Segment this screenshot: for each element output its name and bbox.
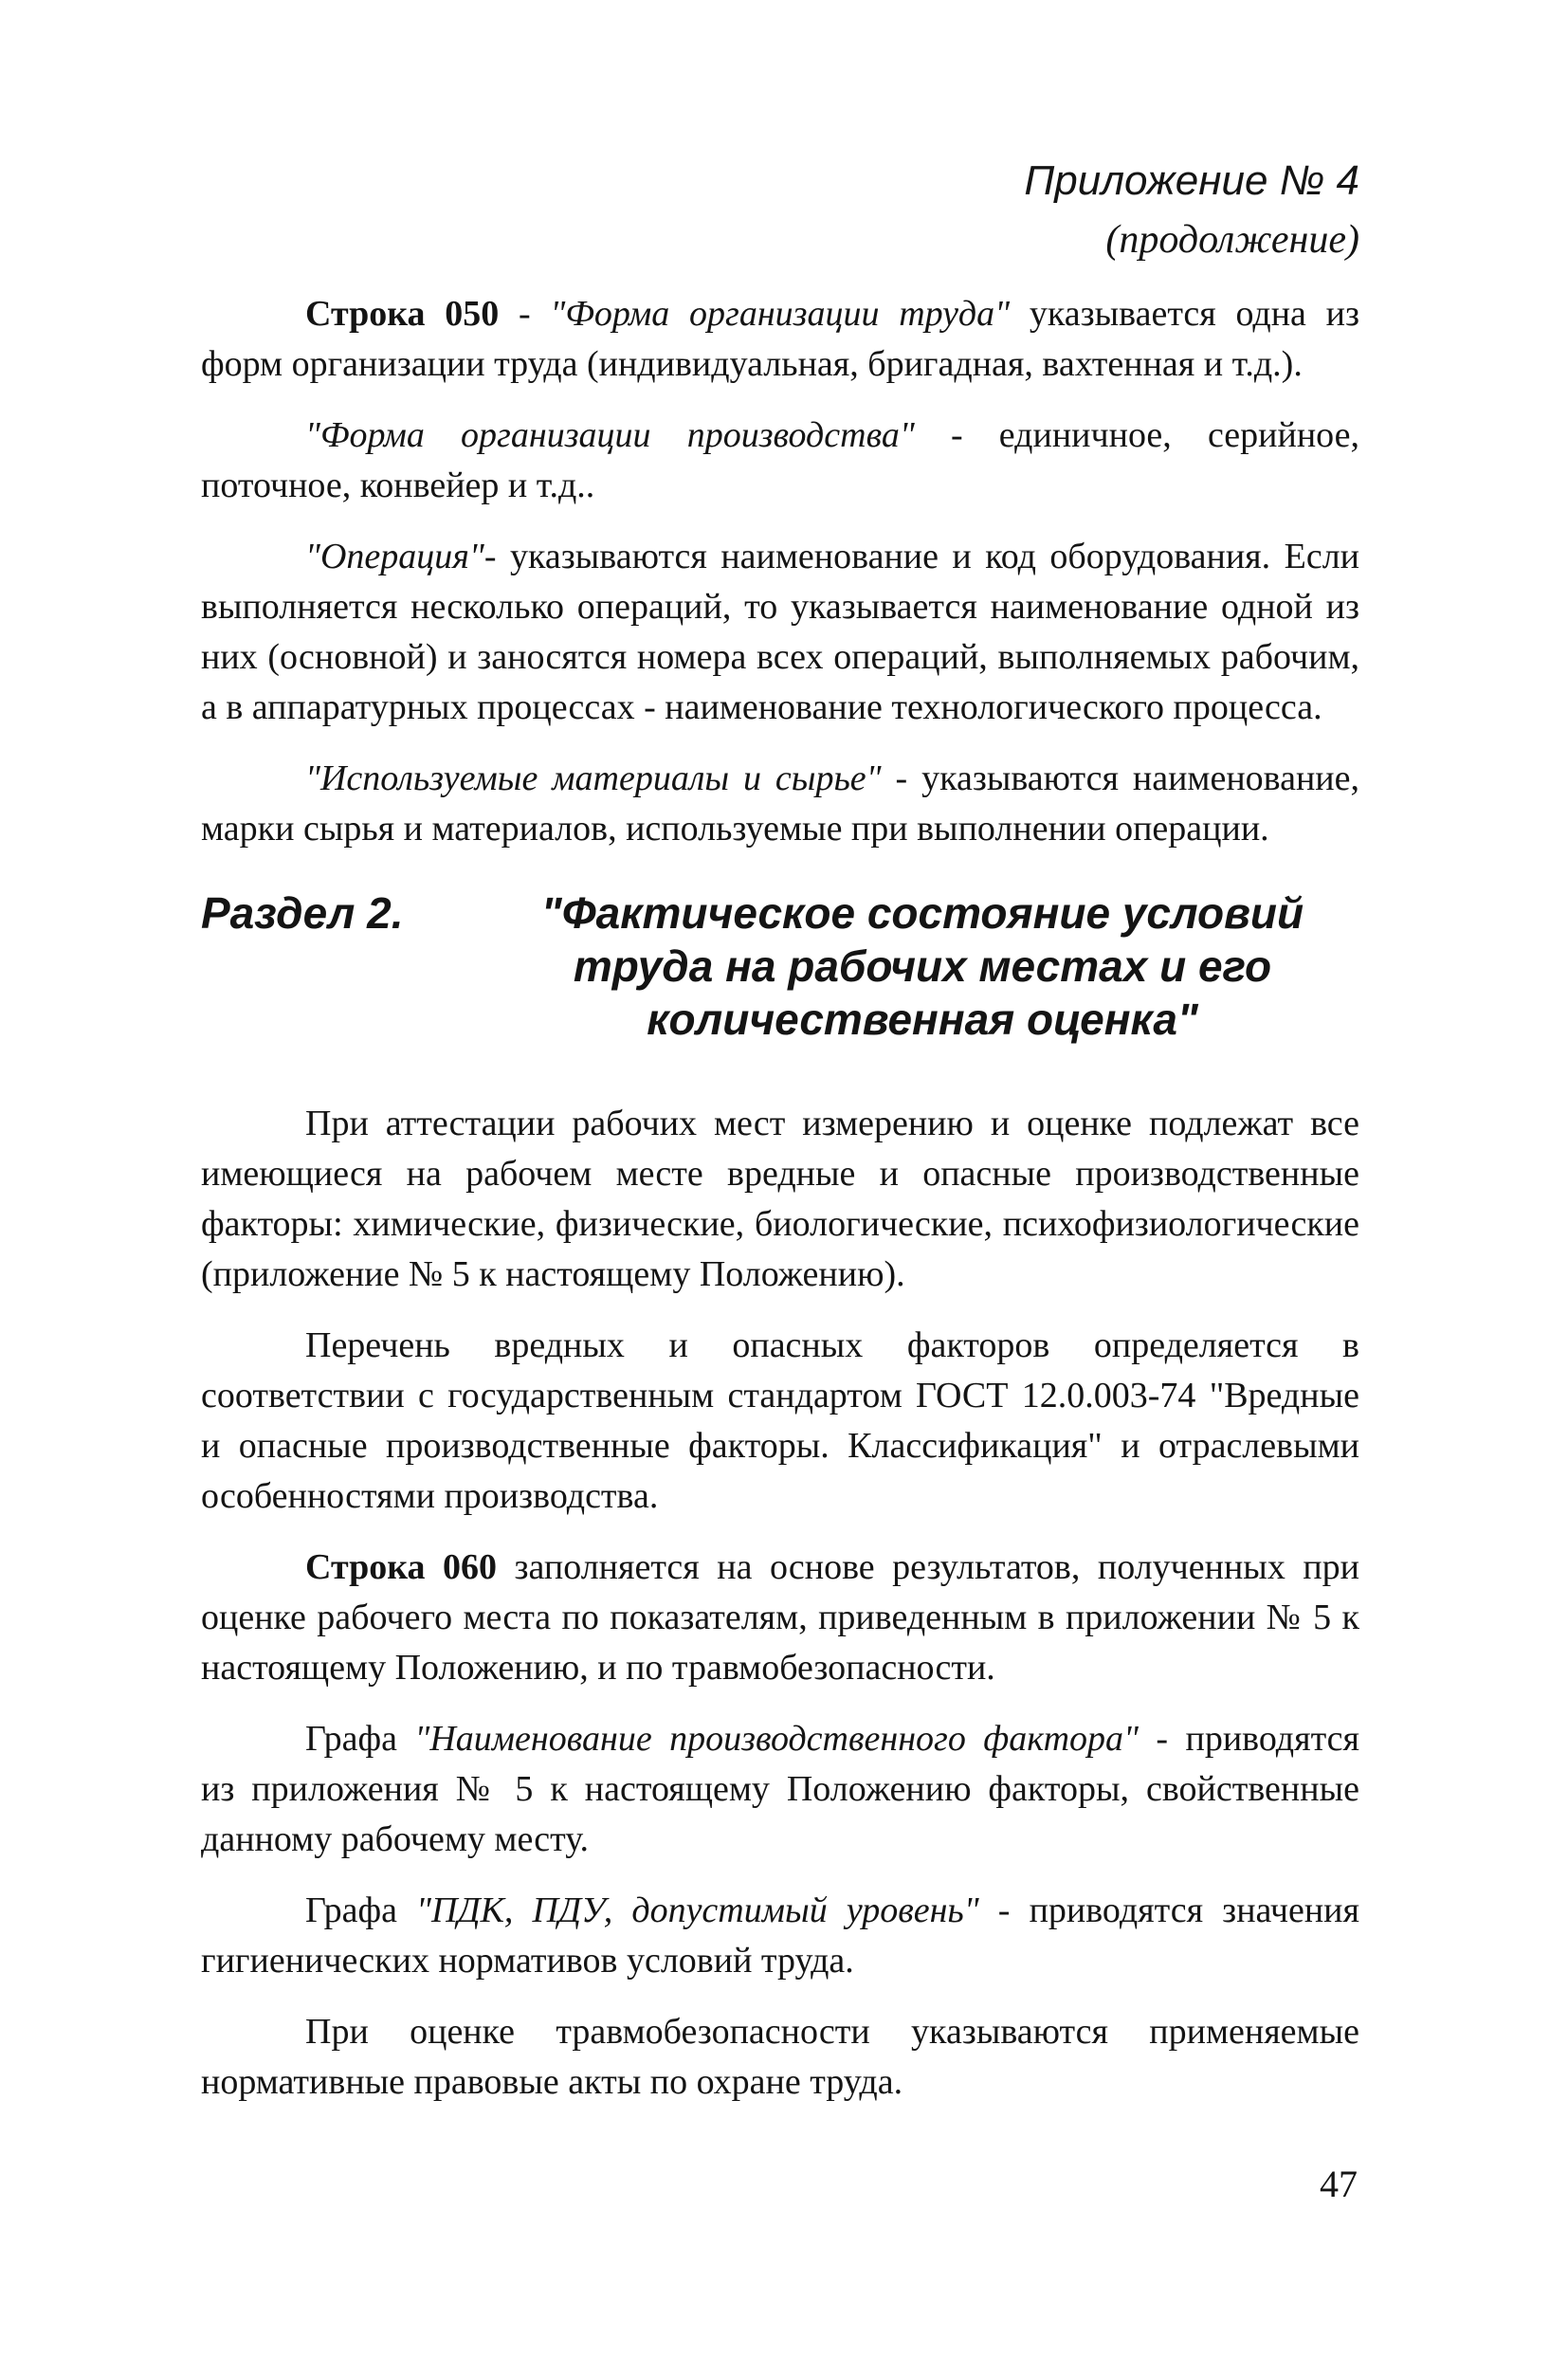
paragraph-attestation: При аттестации рабочих мест измерению и оценке подлежат все имеющиеся на рабочем месте вредные и опасные производственные факторы: химические, физические, биологические, психофизиологические (приложение № 5 к настоящему Положению). [201,1104,1359,1294]
paragraph-operation [201,532,1359,733]
section-label: Раздел 2. [201,888,404,938]
appendix-subtitle: (продолжение) [1105,218,1359,262]
factor-name-lead: Графа [305,1719,415,1759]
production-form-text: - единичное, серийное, поточное, конвейер и т.д.. [201,415,1359,505]
paragraph-factor-name-column [201,1714,1359,1865]
paragraph-production-form [201,411,1359,511]
row-050-dash: - [499,294,551,334]
pdk-text: - приводятся значения гигиенических нормативов условий труда. [201,1890,1359,1981]
operation-quote: "Операция" [305,537,484,576]
pdk-lead: Графа [305,1890,417,1930]
production-form-quote: "Форма организации производства" [305,415,915,455]
appendix-header [1024,152,1359,269]
row-060-text: заполняется на основе результатов, полученных при оценке рабочего места по показателям, приведенным в приложении № 5 к настоящему Положению, и по травмобезопасности. [201,1547,1359,1688]
factor-name-text: - приводятся из приложения № 5 к настоящему Положению факторы, свойственные данному рабочему месту. [201,1719,1359,1859]
paragraph-materials [201,754,1359,854]
paragraph-row-060 [201,1543,1359,1693]
materials-quote: "Используемые материалы и сырье" [305,758,882,798]
pdk-quote: "ПДК, ПДУ, допустимый уровень" [416,1890,979,1930]
paragraph-injury-safety: При оценке травмобезопасности указываются применяемые нормативные правовые акты по охране труда. [201,2012,1359,2102]
page-number: 47 [1320,2163,1358,2205]
appendix-title: Приложение № 4 [1024,157,1359,204]
factor-name-quote: "Наименование производственного фактора" [414,1719,1139,1759]
paragraph-factor-list: Перечень вредных и опасных факторов определяется в соответствии с государственным стандартом ГОСТ 12.0.003-74 "Вредные и опасные производственные факторы. Классификация" и отраслевыми особенностями производства. [201,1325,1359,1516]
paragraph-row-050 [201,289,1359,390]
row-060-term: Строка 060 [305,1547,498,1587]
row-050-text: указывается одна из форм организации труда (индивидуальная, бригадная, вахтенная и т.д.). [201,294,1359,384]
section-heading [201,886,1359,1046]
materials-text: - указываются наименование, марки сырья и материалов, используемые при выполнении операции. [201,758,1359,849]
row-050-term: Строка 050 [305,294,500,334]
document-body [201,289,1359,2128]
row-050-quote: "Форма организации труда" [550,294,1011,334]
operation-text: - указываются наименование и код оборудования. Если выполняется несколько операций, то указывается наименование одной из них (основной) и заносятся номера всех операций, выполняемых рабочим, а в аппаратурных процессах - наименование технологического процесса. [201,537,1359,727]
paragraph-pdk-column [201,1886,1359,1986]
section-title: "Фактическое состояние условий труда на рабочих местах и его количественная оценка" [540,888,1304,1044]
